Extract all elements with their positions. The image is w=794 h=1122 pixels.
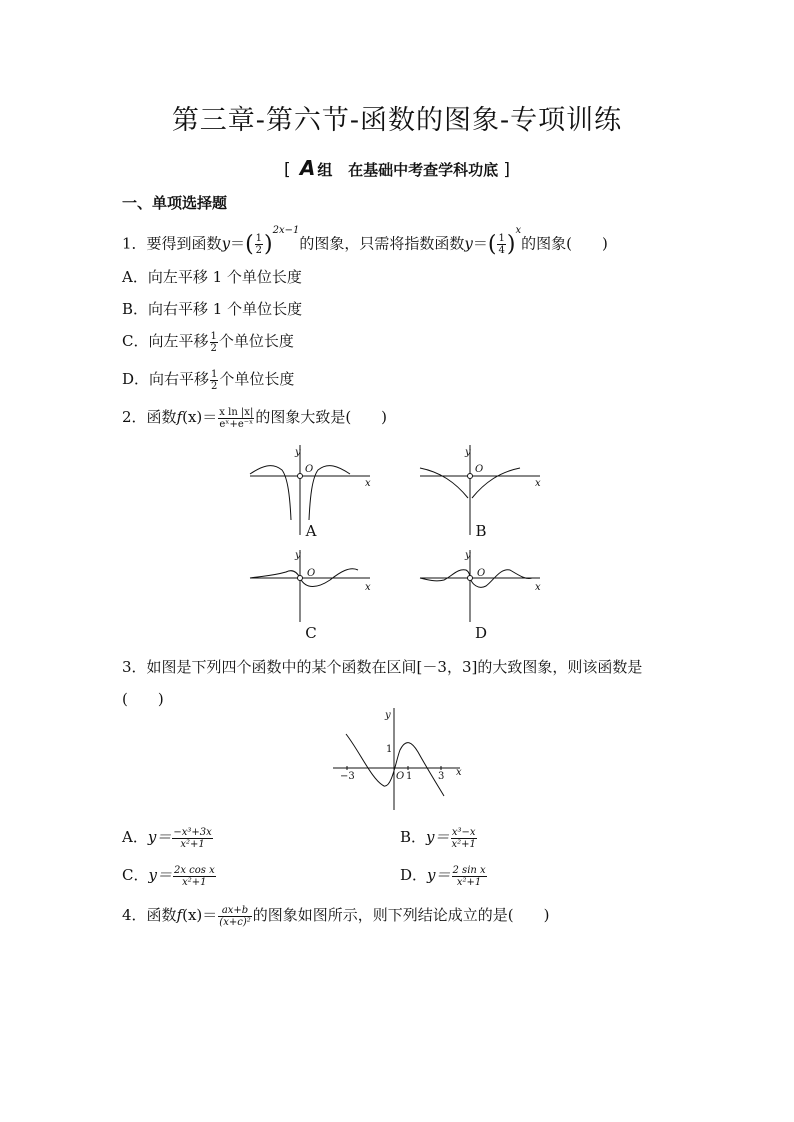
section-heading: 一、单项选择题	[122, 194, 228, 212]
equals-sign: ＝	[230, 234, 246, 253]
var-y: y	[464, 234, 473, 253]
group-subtitle: 在基础中考查学科功底	[348, 161, 499, 179]
question-3: 3．如图是下列四个函数中的某个函数在区间[－3，3]的大致图象，则该函数是	[122, 658, 643, 676]
origin-label: O	[396, 771, 405, 782]
fraction: $\frac{ax+b}{\text{(x+c)²}}$	[219, 904, 251, 928]
caption-d: D	[474, 624, 488, 642]
fraction: $\frac{\text{2x cos x}}{\text{x²+1}}$	[173, 864, 215, 888]
tick-label-1y: 1	[386, 744, 393, 755]
axis-label-x: x	[535, 478, 541, 489]
question-2: 2．函数f(x)＝ $\frac{\text{x ln |x|}}{\text{eˣ+e⁻ˣ}}$ 的图象大致是( )	[122, 406, 388, 430]
option-a: A．向左平移 1 个单位长度	[122, 268, 302, 286]
question-4: 4．函数f(x)＝ $\frac{ax+b}{\text{(x+c)²}}$ 的图象如图所示，则下列结论成立的是( )	[122, 904, 550, 928]
page-title: 第三章-第六节-函数的图象-专项训练	[171, 105, 623, 136]
fraction: $\frac{\text{x³−x}}{\text{x²+1}}$	[451, 826, 476, 850]
curve	[420, 468, 468, 498]
curve	[250, 466, 291, 520]
caption-b: B	[475, 522, 487, 540]
bracket-close: ]	[503, 160, 510, 180]
q3-graph	[333, 708, 460, 810]
option-c: C．向左平移 $\frac{1}{2}$ 个单位长度	[122, 330, 294, 354]
option-d: D．向右平移 $\frac{1}{2}$ 个单位长度	[122, 368, 295, 392]
group-label: 组	[317, 161, 333, 179]
axis-label-y: y	[385, 710, 391, 721]
var-y: y	[221, 234, 231, 253]
question-text: 的图象( )	[521, 234, 608, 253]
curve	[346, 734, 444, 796]
axis-label-x: x	[365, 582, 371, 593]
origin-label: O	[477, 568, 486, 579]
tick-label-1x: 1	[406, 771, 413, 782]
fraction: $\frac{\text{2 sin x}}{\text{x²+1}}$	[452, 864, 486, 888]
q3-option-b: B．y＝ $\frac{\text{x³−x}}{\text{x²+1}}$	[400, 826, 476, 850]
exponent: x	[515, 224, 522, 236]
origin-label: O	[307, 568, 316, 579]
graph-c	[250, 550, 370, 622]
question-number: 1．	[122, 234, 147, 253]
question-text: 要得到函数	[146, 234, 222, 253]
fraction: $\frac{1}{2}$	[211, 368, 218, 392]
axis-label-y: y	[465, 447, 471, 458]
fraction: $\frac{1}{2}$	[255, 233, 263, 256]
question-number: 3．	[122, 658, 147, 676]
option-b: B．向右平移 1 个单位长度	[122, 300, 303, 318]
tick-label-neg3: −3	[340, 771, 355, 782]
curve	[309, 466, 350, 520]
fraction: $\frac{1}{4}$	[498, 233, 505, 256]
tick-label-3: 3	[438, 771, 445, 782]
axis-label-x: x	[535, 582, 541, 593]
axis-label-x: x	[365, 478, 371, 489]
question-text: 的图象，只需将指数函数	[299, 234, 465, 253]
caption-c: C	[305, 624, 317, 642]
q3-option-c: C．y＝ $\frac{\text{2x cos x}}{\text{x²+1}}$	[122, 864, 215, 888]
origin-label: O	[305, 464, 314, 475]
graph-d	[420, 550, 540, 622]
question-3-paren: ( )	[122, 690, 164, 708]
equals-sign: ＝	[472, 234, 488, 253]
question-number: 2．	[122, 408, 147, 426]
exponent: 2x−1	[272, 224, 300, 236]
origin-label: O	[475, 464, 484, 475]
group-badge: A	[299, 156, 316, 180]
fraction: $\frac{1}{2}$	[210, 330, 217, 354]
axis-label-y: y	[465, 550, 471, 561]
axis-label-y: y	[295, 447, 301, 458]
axis-label-y: y	[295, 550, 301, 561]
q3-option-d: D．y＝ $\frac{\text{2 sin x}}{\text{x²+1}}$	[400, 864, 486, 888]
question-1: 1．要得到函数y＝( $\frac{1}{2}$ )$^{2x-1}$的图象，只需将指数函数y＝( $\frac{1}{4}$ )$^x$的图象( )	[122, 224, 608, 257]
question-number: 4．	[122, 906, 147, 924]
q3-option-a: A．y＝ $\frac{\text{−x³+3x}}{\text{x²+1}}$	[122, 826, 212, 850]
fraction: $\frac{\text{−x³+3x}}{\text{x²+1}}$	[173, 826, 212, 850]
axis-label-x: x	[456, 767, 462, 778]
bracket-open: [	[284, 160, 291, 180]
caption-a: A	[305, 522, 317, 540]
fraction: $\frac{\text{x ln |x|}}{\text{eˣ+e⁻ˣ}}$	[219, 406, 254, 430]
